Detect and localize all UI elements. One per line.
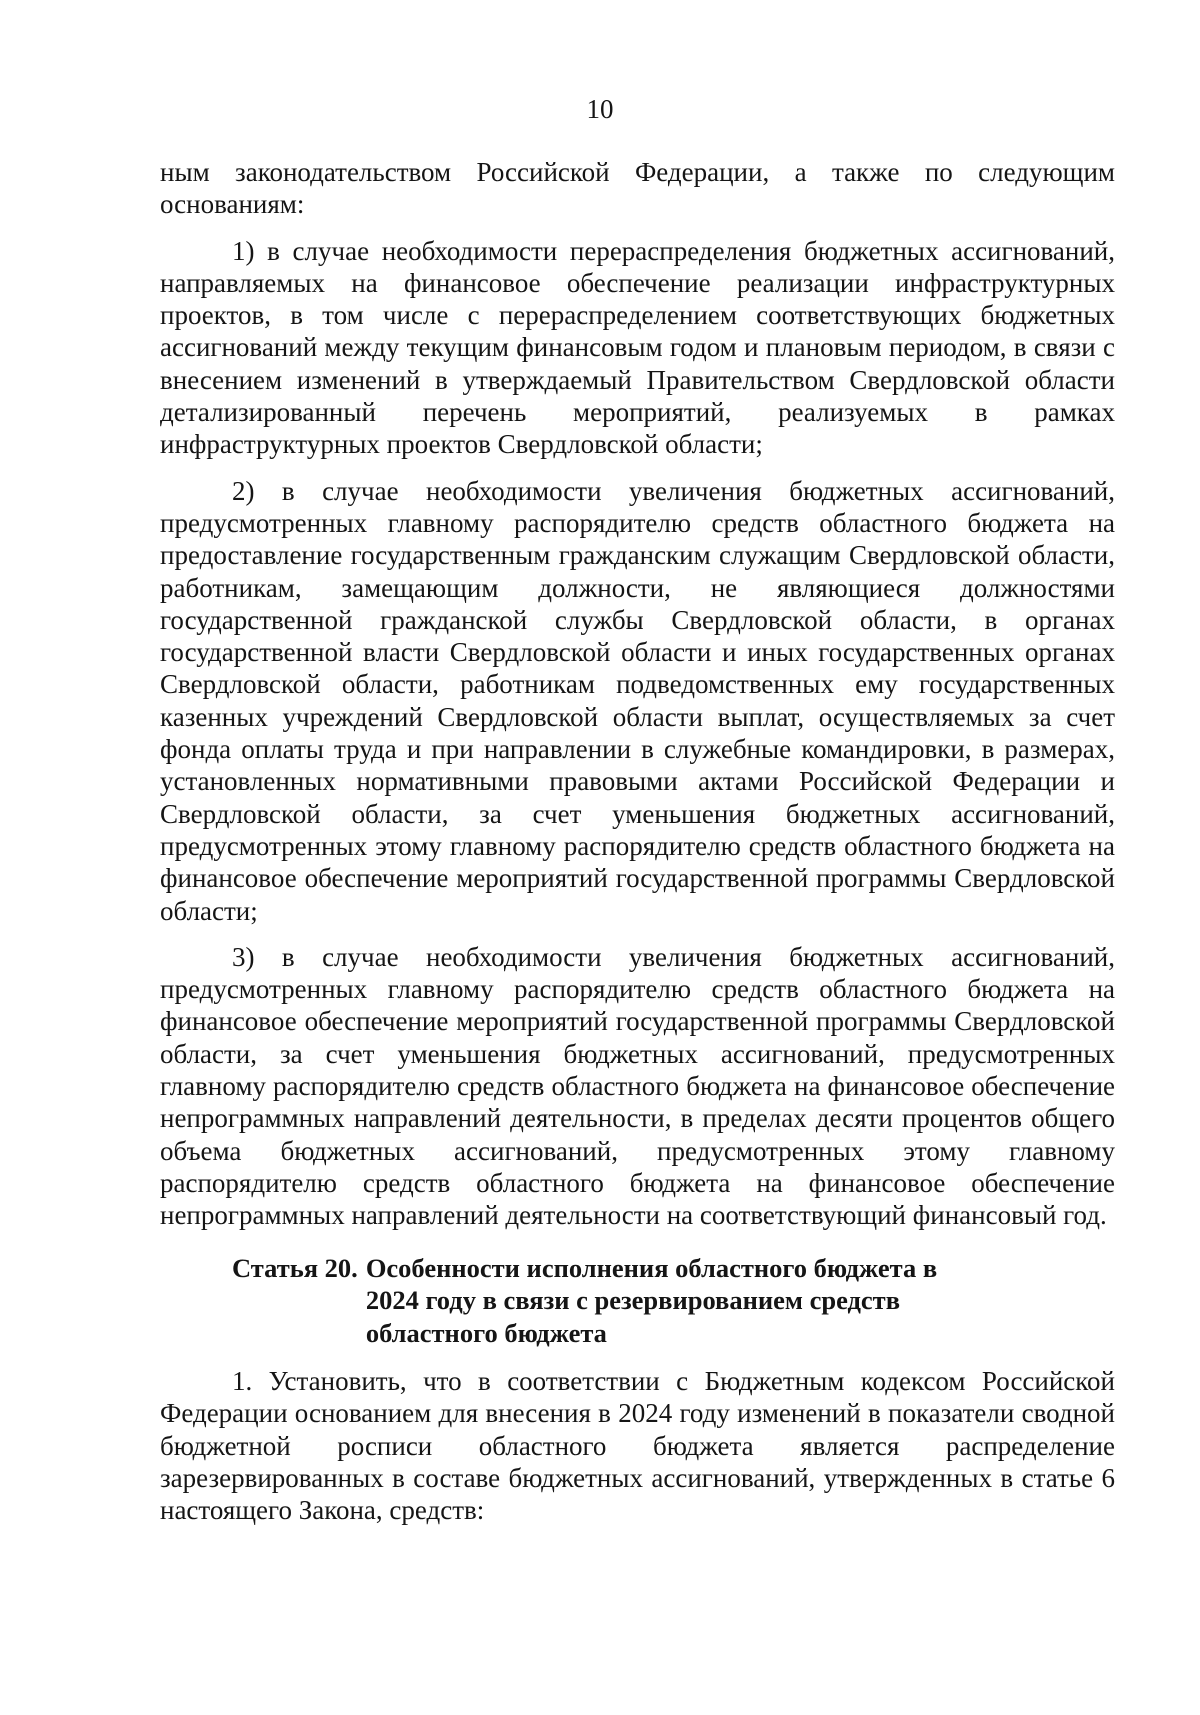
paragraph-continuation: ным законодательством Российской Федерации, а также по следующим основаниям: bbox=[160, 157, 1115, 220]
page-number: 10 bbox=[586, 94, 614, 124]
article-paragraph-1: 1. Установить, что в соответствии с Бюджетным кодексом Российской Федерации основанием для внесения в 2024 году изменений в показатели сводной бюджетной росписи областного бюджета является распределение зарезервированных в составе бюджетных ассигнований, утвержденных в статье 6 настоящего Закона, средств: bbox=[160, 1366, 1115, 1526]
article-label: Статья 20. bbox=[232, 1252, 358, 1283]
article-title: Особенности исполнения областного бюджета в 2024 году в связи с резервированием средств областного бюджета bbox=[365, 1252, 938, 1348]
list-item-2: 2) в случае необходимости увеличения бюджетных ассигнований, предусмотренных главному распорядителю средств областного бюджета на предоставление государственным гражданским служащим Свердловской области, работникам, замещающим должности, не являющиеся должностями государственной гражданской службы Свердловской области, в органах государственной власти Свердловской области и иных государственных органах Свердловской области, работникам подведомственных ему государственных казенных учреждений Свердловской области выплат, осуществляемых за счет фонда оплаты труда и при направлении в служебные командировки, в размерах, установленных нормативными правовыми актами Российской Федерации и Свердловской области, за счет уменьшения бюджетных ассигнований, предусмотренных этому главному распорядителю средств областного бюджета на финансовое обеспечение мероприятий государственной программы Свердловской области; bbox=[160, 475, 1115, 926]
list-item-1: 1) в случае необходимости перераспределения бюджетных ассигнований, направляемых на финансовое обеспечение реализации инфраструктурных проектов, в том числе с перераспределением соответствующих бюджетных ассигнований между текущим финансовым годом и плановым периодом, в связи с внесением изменений в утверждаемый Правительством Свердловской области детализированный перечень мероприятий, реализуемых в рамках инфраструктурных проектов Свердловской области; bbox=[160, 235, 1115, 460]
article-heading bbox=[160, 1252, 1115, 1350]
document-body bbox=[160, 156, 1115, 1526]
list-item-3: 3) в случае необходимости увеличения бюджетных ассигнований, предусмотренных главному распорядителю средств областного бюджета на финансовое обеспечение мероприятий государственной программы Свердловской области, за счет уменьшения бюджетных ассигнований, предусмотренных главному распорядителю средств областного бюджета на финансовое обеспечение непрограммных направлений деятельности, в пределах десяти процентов общего объема бюджетных ассигнований, предусмотренных этому главному распорядителю средств областного бюджета на финансовое обеспечение непрограммных направлений деятельности на соответствующий финансовый год. bbox=[160, 941, 1115, 1231]
